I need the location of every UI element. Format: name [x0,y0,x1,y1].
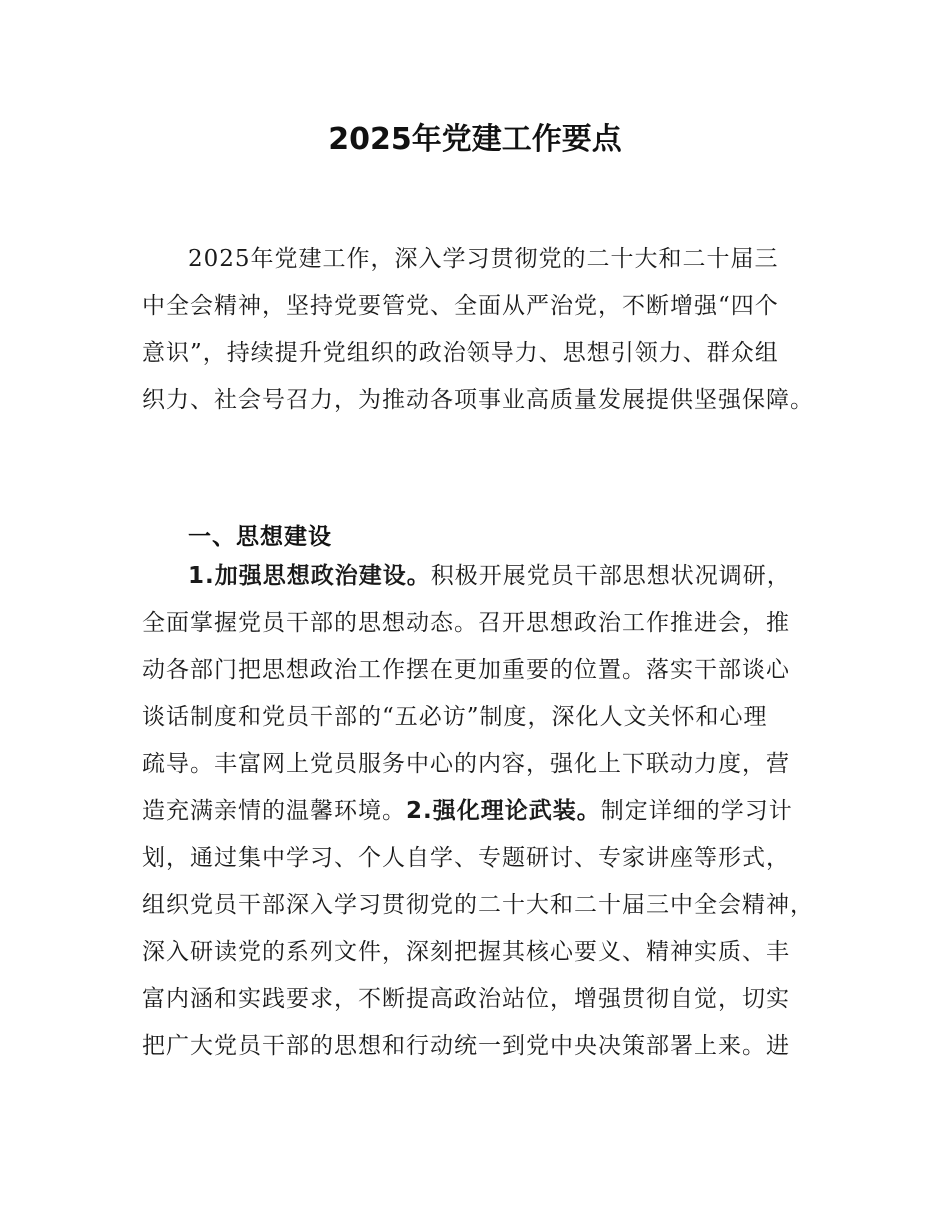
section-heading-ideology: 一、思想建设 [188,524,332,550]
body-line: 组织党员干部深入学习贯彻党的二十大和二十届三中全会精神， [142,892,814,918]
body-text-fragment: 积极开展党员干部思想状况调研， [430,563,791,589]
body-line: 深入研读党的系列文件，深刻把握其核心要义、精神实质、丰 [142,939,790,965]
body-line: 疏导。丰富网上党员服务中心的内容，强化上下联动力度，营 [142,751,790,777]
intro-line: 织力、社会号召力，为推动各项事业高质量发展提供坚强保障。 [142,387,814,413]
body-line [142,788,812,835]
body-text-fragment: 制定详细的学习计 [600,798,793,824]
item-title-political-building: 1.加强思想政治建设。 [188,563,431,589]
body-text-fragment: 造充满亲情的温馨环境。 [142,798,406,824]
body-line: 划，通过集中学习、个人自学、专题研讨、专家讲座等形式， [142,845,790,871]
body-line: 全面掌握党员干部的思想动态。召开思想政治工作推进会，推 [142,610,790,636]
intro-paragraph [142,236,812,424]
intro-line: 中全会精神，坚持党要管党、全面从严治党，不断增强“四个 [142,293,779,319]
intro-line: 2025年党建工作，深入学习贯彻党的二十大和二十届三 [188,246,779,272]
section-body-paragraph [142,553,812,1153]
body-line: 富内涵和实践要求，不断提高政治站位，增强贯彻自觉，切实 [142,986,790,1012]
document-title: 2025年党建工作要点 [328,122,622,157]
body-line: 把广大党员干部的思想和行动统一到党中央决策部署上来。进 [142,1033,790,1059]
item-title-theory-armament: 2.强化理论武装。 [406,798,601,824]
intro-line: 意识”，持续提升党组织的政治领导力、思想引领力、群众组 [142,340,779,366]
body-line: 动各部门把思想政治工作摆在更加重要的位置。落实干部谈心 [142,657,790,683]
body-line: 谈话制度和党员干部的“五必访”制度，深化人文关怀和心理 [142,704,768,730]
body-line [142,553,812,600]
